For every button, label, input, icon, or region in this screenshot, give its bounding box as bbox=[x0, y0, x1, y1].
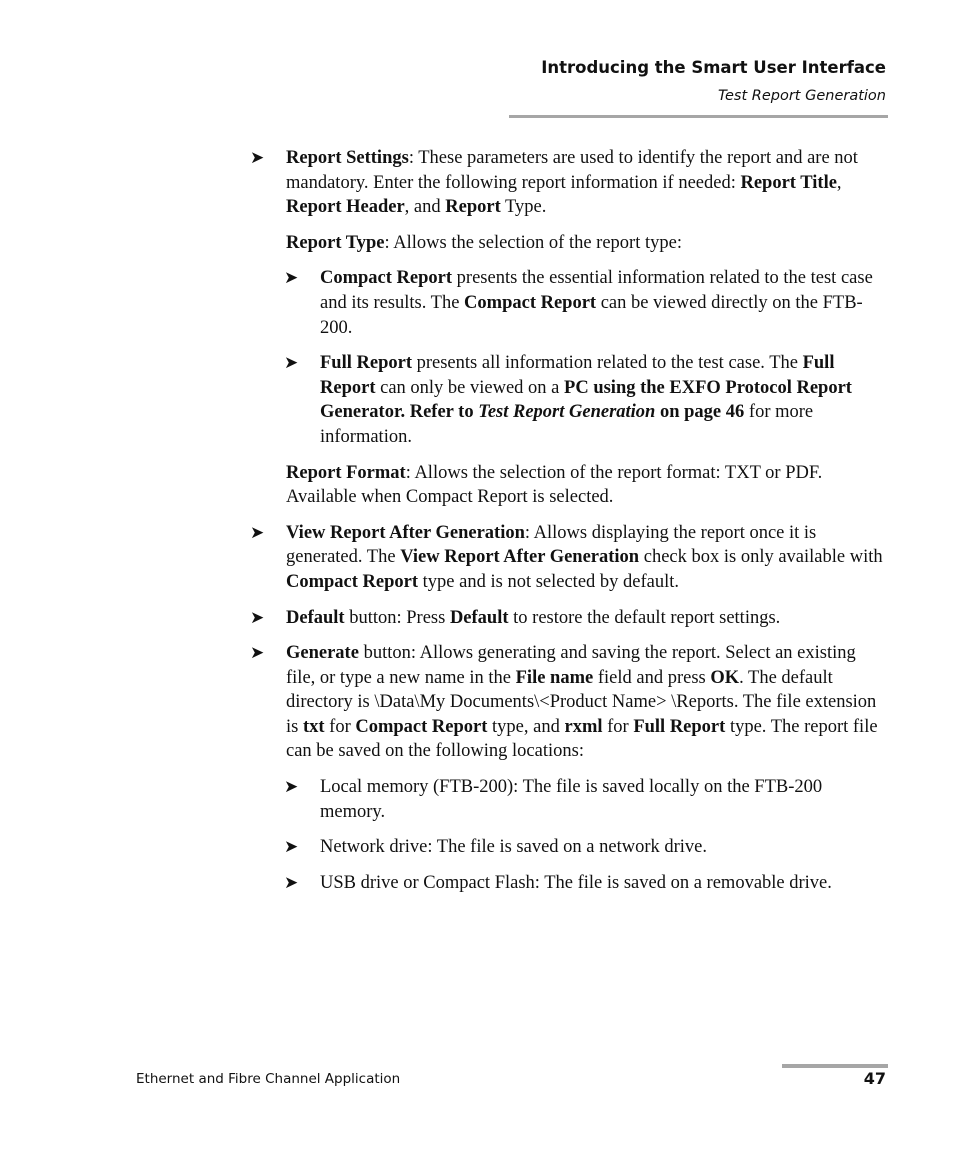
running-header-subtitle: Test Report Generation bbox=[717, 88, 886, 104]
list-item-view-report: ➤ View Report After Generation: Allows displaying the report once it is generated. The View Report After Generation check box is only available with Compact Report type and is not selected by default. bbox=[250, 522, 883, 592]
cross-reference-link[interactable]: Test Report Generation bbox=[478, 402, 656, 423]
running-footer: Ethernet and Fibre Channel Application bbox=[136, 1071, 401, 1087]
arrow-right-icon: ➤ bbox=[250, 522, 265, 543]
paragraph-report-format: Report Format: Allows the selection of the report format: TXT or PDF. Available when Compact Report is selected. bbox=[286, 462, 823, 508]
list-item-full-report: ➤ Full Report presents all information related to the test case. The Full Report can only be viewed on a PC using the EXFO Protocol Report Generator. Refer to Test Report Generation on page 46 for more information. bbox=[284, 353, 852, 447]
list-item-compact-report: ➤ Compact Report presents the essential information related to the test case and its results. The Compact Report can be viewed directly on the FTB-200. bbox=[284, 268, 873, 338]
arrow-right-icon: ➤ bbox=[250, 148, 265, 168]
list-item-generate-button: ➤ Generate button: Allows generating and saving the report. Select an existing file, or type a new name in the File name field and press OK. The default directory is \Data\My Documents\<Product Name> \Reports. The file extension is txt for Compact Report type, and rxml for Full Report type. The report file can be saved on the following locations: bbox=[250, 643, 878, 762]
list-item-network-drive: ➤ Network drive: The file is saved on a network drive. bbox=[282, 835, 888, 860]
arrow-right-icon: ➤ bbox=[250, 607, 265, 628]
arrow-right-icon: ➤ bbox=[284, 268, 299, 289]
arrow-right-icon: ➤ bbox=[284, 777, 299, 798]
paragraph-report-type: Report Type: Allows the selection of the report type: bbox=[286, 232, 682, 253]
arrow-right-icon: ➤ bbox=[284, 353, 299, 374]
page-content bbox=[248, 146, 888, 906]
list-item-report-settings: ➤ Report Settings: These parameters are used to identify the report and are not mandatory. Enter the following report information if needed: Report Title, Report Header, and Report Type. bbox=[250, 148, 858, 218]
arrow-right-icon: ➤ bbox=[284, 837, 299, 858]
list-item-usb-drive: ➤ USB drive or Compact Flash: The file is saved on a removable drive. bbox=[282, 871, 888, 896]
arrow-right-icon: ➤ bbox=[284, 872, 299, 893]
arrow-right-icon: ➤ bbox=[250, 643, 265, 664]
running-header-title: Introducing the Smart User Interface bbox=[541, 58, 886, 77]
page-number: 47 bbox=[863, 1069, 886, 1088]
header-rule bbox=[509, 115, 888, 118]
footer-rule bbox=[782, 1064, 888, 1068]
list-item-local-memory: ➤ Local memory (FTB-200): The file is saved locally on the FTB-200 memory. bbox=[284, 777, 823, 822]
list-item-default-button: ➤ Default button: Press Default to restore the default report settings. bbox=[248, 606, 888, 631]
